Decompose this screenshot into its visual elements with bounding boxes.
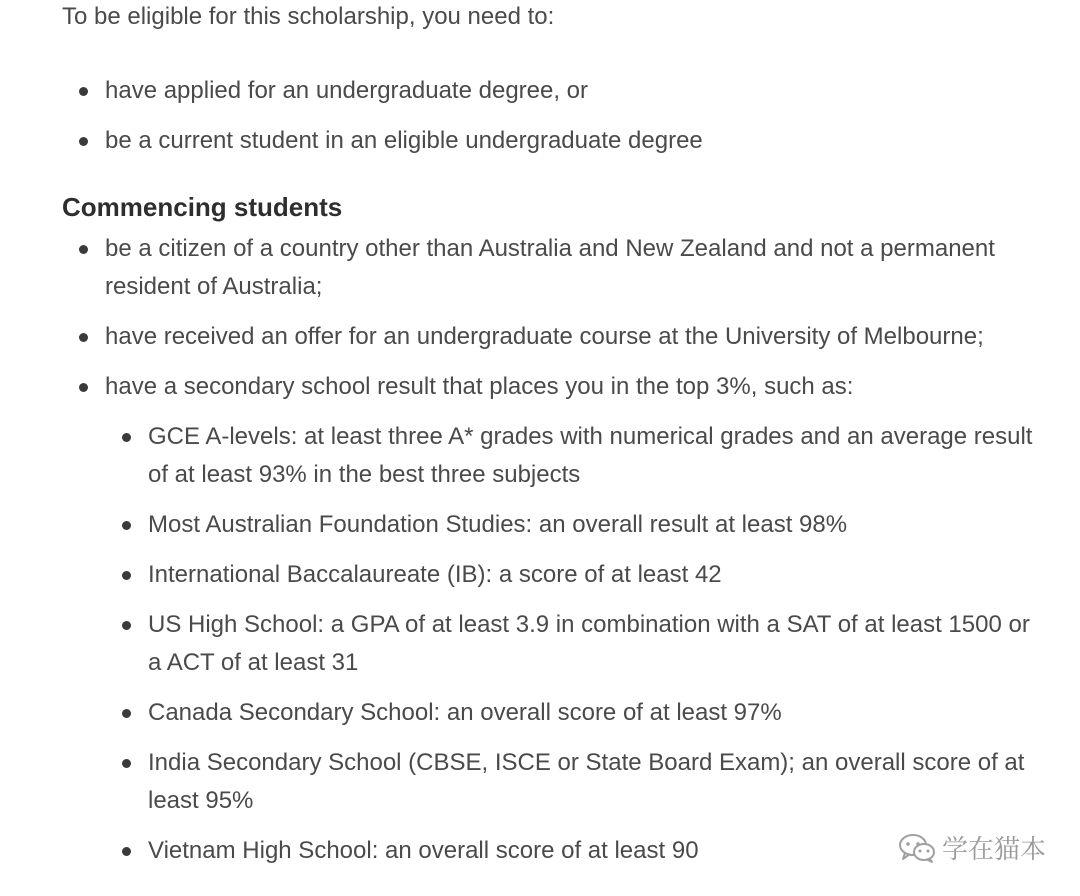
article-content — [62, 0, 1042, 882]
list-item: Most Australian Foundation Studies: an overall result at least 98% — [148, 506, 1042, 544]
list-item: have received an offer for an undergraduate course at the University of Melbourne; — [105, 318, 1042, 356]
section-heading: Commencing students — [62, 192, 343, 222]
watermark-text: 学在猫本 — [941, 835, 1046, 865]
results-list — [105, 418, 1042, 870]
list-item: GCE A-levels: at least three A* grades with numerical grades and an average result of at least 93% in the best three subjects — [148, 418, 1042, 494]
list-item: Canada Secondary School: an overall score of at least 97% — [148, 694, 1042, 732]
list-item: US High School: a GPA of at least 3.9 in combination with a SAT of at least 1500 or a ACT of at least 31 — [148, 606, 1042, 682]
list-item: be a current student in an eligible undergraduate degree — [105, 122, 1042, 160]
eligibility-list — [62, 72, 1042, 160]
list-item: International Baccalaureate (IB): a score of at least 42 — [148, 556, 1042, 594]
list-item: be a citizen of a country other than Australia and New Zealand and not a permanent resident of Australia; — [105, 230, 1042, 306]
wechat-icon — [898, 833, 936, 863]
commencing-criteria-list — [62, 230, 1042, 870]
list-item: India Secondary School (CBSE, ISCE or State Board Exam); an overall score of at least 95% — [148, 744, 1042, 820]
watermark — [898, 829, 1046, 866]
list-item: have applied for an undergraduate degree, or — [105, 72, 1042, 110]
list-item: Vietnam High School: an overall score of at least 90 — [148, 832, 1042, 870]
intro-text: To be eligible for this scholarship, you need to: — [62, 3, 555, 30]
list-item-text: have a secondary school result that places you in the top 3%, such as: — [105, 373, 854, 400]
list-item — [105, 368, 1042, 870]
